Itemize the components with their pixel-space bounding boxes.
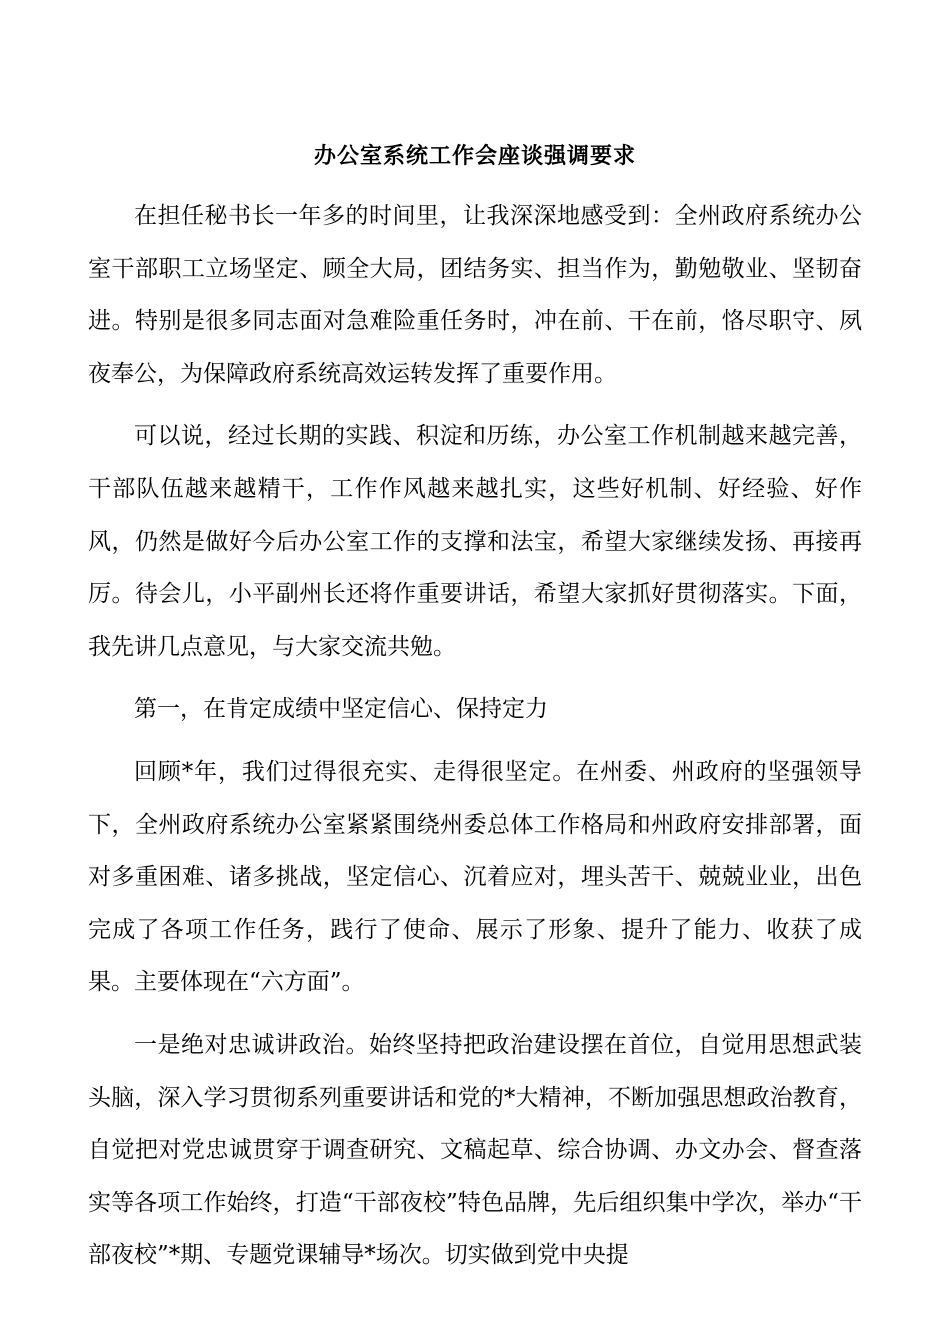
section-heading-1: 第一，在肯定成绩中坚定信心、保持定力 bbox=[134, 696, 548, 723]
document-title: 办公室系统工作会座谈强调要求 bbox=[313, 144, 636, 169]
paragraph-2: 可以说，经过长期的实践、积淀和历练，办公室工作机制越来越完善，干部队伍越来越精干，工作作风越来越扎实，这些好机制、好经验、好作风，仍然是做好今后办公室工作的支撑和法宝，希望大家继续发扬、再接再厉。待会儿，小平副州长还将作重要讲话，希望大家抓好贯彻落实。下面，我先讲几点意见，与大家交流共勉。 bbox=[88, 423, 862, 660]
paragraph-3: 回顾*年，我们过得很充实、走得很坚定。在州委、州政府的坚强领导下，全州政府系统办公室紧紧围绕州委总体工作格局和州政府安排部署，面对多重困难、诸多挑战，坚定信心、沉着应对，埋头苦干、兢兢业业，出色完成了各项工作任务，践行了使命、展示了形象、提升了能力、收获了成果。主要体现在“六方面”。 bbox=[88, 758, 862, 996]
document-body bbox=[88, 190, 862, 1292]
paragraph-1: 在担任秘书长一年多的时间里，让我深深地感受到：全州政府系统办公室干部职工立场坚定、顾全大局，团结务实、担当作为，勤勉敬业、坚韧奋进。特别是很多同志面对急难险重任务时，冲在前、干在前，恪尽职守、夙夜奉公，为保障政府系统高效运转发挥了重要作用。 bbox=[88, 203, 862, 387]
paragraph-4: 一是绝对忠诚讲政治。始终坚持把政治建设摆在首位，自觉用思想武装头脑，深入学习贯彻系列重要讲话和党的*大精神，不断加强思想政治教育，自觉把对党忠诚贯穿于调查研究、文稿起草、综合协调、办文办会、督查落实等各项工作始终，打造“干部夜校”特色品牌，先后组织集中学次，举办“干部夜校”*期、专题党课辅导*场次。切实做到党中央提 bbox=[88, 1031, 862, 1269]
